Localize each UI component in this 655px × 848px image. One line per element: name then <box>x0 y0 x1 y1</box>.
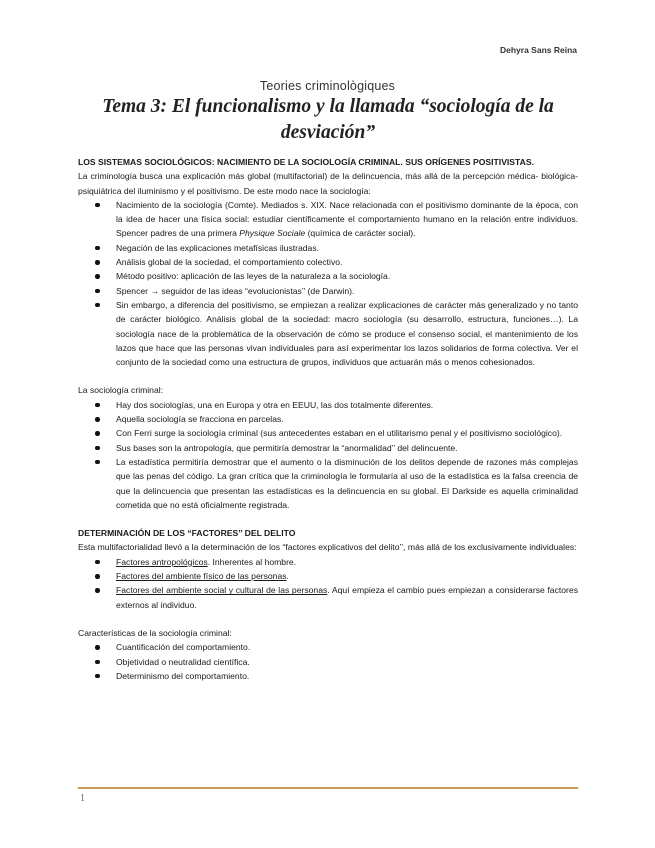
list-item: Factores del ambiente social y cultural de las personas. Aquí empieza el cambio pues empiezan a considerarse factores externos al individuo. <box>78 583 578 612</box>
list-item: Determinismo del comportamiento. <box>78 669 578 683</box>
bullet-list <box>78 198 578 370</box>
list-item: Sin embargo, a diferencia del positivismo, se empiezan a realizar explicaciones de carácter más generalizado y no tanto de carácter biológico. Análisis global de la sociedad: macro sociología (su desarrollo, estructura, funciones…). La sociología nace de la problemática de la observación de cómo se produce el consenso social, el mantenimiento de los lazos que hace que las personas vivan individuales para así experimentar los lazos solidarios de forma colectiva. Ver el conjunto de la sociedad como una estructura de grupos, individuos que actuarán más o menos cohesionados. <box>78 298 578 369</box>
list-item: Nacimiento de la sociología (Comte). Mediados s. XIX. Nace relacionada con el positivismo dominante de la época, con la idea de hacer una física social: estudiar científicamente el comportamiento humano en la relación entre individuos. Spencer padres de una primera Physique Sociale (química de carácter social). <box>78 198 578 241</box>
bullet-icon <box>95 574 100 579</box>
section-heading-caracteristicas: Características de la sociología criminal: <box>78 627 232 638</box>
bullet-icon <box>95 289 100 294</box>
list-item: Método positivo: aplicación de las leyes de la naturaleza a la sociología. <box>78 269 578 283</box>
bullet-icon <box>95 431 100 436</box>
bullet-icon <box>95 446 100 451</box>
list-item: Análisis global de la sociedad, el comportamiento colectivo. <box>78 255 578 269</box>
course-subject: Teories criminològiques <box>259 79 396 93</box>
author-name: Dehyra Sans Reina <box>499 45 577 55</box>
bullet-icon <box>95 674 100 679</box>
bullet-icon <box>95 560 100 565</box>
section-heading-sistemas: LOS SISTEMAS SOCIOLÓGICOS: NACIMIENTO DE LA SOCIOLOGÍA CRIMINAL. SUS ORÍGENES POSITIVISTAS. <box>78 157 534 167</box>
bullet-list <box>78 640 578 683</box>
page-title: Tema 3: El funcionalismo y la llamada “sociología de la desviación” <box>102 96 554 143</box>
list-item: Negación de las explicaciones metafísicas ilustradas. <box>78 241 578 255</box>
bullet-list <box>78 398 578 512</box>
list-item: Objetividad o neutralidad científica. <box>78 655 578 669</box>
bullet-icon <box>95 645 100 650</box>
list-item: Sus bases son la antropología, que permitiría demostrar la “anormalidad’’ del delincuente. <box>78 441 578 455</box>
list-item: Hay dos sociologías, una en Europa y otra en EEUU, las dos totalmente diferentes. <box>78 398 578 412</box>
section-intro: La criminología busca una explicación más global (multifactorial) de la delincuencia, más allá de la percepción médica- biológica-psiquiátrica del iluminismo y el positivismo. De este modo nace la sociología: <box>78 171 578 196</box>
bullet-icon <box>95 203 100 208</box>
bullet-icon <box>95 246 100 251</box>
list-item: Aquella sociología se fracciona en parcelas. <box>78 412 578 426</box>
section-intro: Esta multifactorialidad llevó a la determinación de los “factores explicativos del delito’’, más allá de los exclusivamente individuales: <box>78 542 577 553</box>
bullet-icon <box>95 588 100 593</box>
bullet-icon <box>95 274 100 279</box>
bullet-icon <box>95 460 100 465</box>
bullet-list <box>78 555 578 612</box>
list-item: Spencer → seguidor de las ideas “evolucionistas’’ (de Darwin). <box>78 284 578 298</box>
bullet-icon <box>95 660 100 665</box>
list-item: Factores antropológicos. Inherentes al hombre. <box>78 555 578 569</box>
bullet-icon <box>95 417 100 422</box>
section-heading-factores: DETERMINACIÓN DE LOS “FACTORES’’ DEL DELITO <box>78 528 296 539</box>
bullet-icon <box>95 403 100 408</box>
list-item: Con Ferri surge la sociología criminal (sus antecedentes estaban en el utilitarismo penal y el positivismo sociológico). <box>78 426 578 440</box>
document-body <box>78 155 578 683</box>
bullet-icon <box>95 260 100 265</box>
list-item: La estadística permitiría demostrar que el aumento o la disminución de los delitos depende de razones más complejas que las penas del código. La gran crítica que la criminología le formularía al uso de la estadística es la falsa creencia de que la delincuencia que presentan las estadísticas es la delincuencia en su global. El Darkside es aquella criminalidad cometida que no está oficialmente registrada. <box>78 455 578 512</box>
section-heading-sociologia-criminal: La sociología criminal: <box>78 385 164 396</box>
page-number: 1 <box>80 793 85 804</box>
footer-divider <box>78 787 578 789</box>
bullet-icon <box>95 303 100 308</box>
list-item: Cuantificación del comportamiento. <box>78 640 578 654</box>
list-item: Factores del ambiente físico de las personas. <box>78 569 578 583</box>
